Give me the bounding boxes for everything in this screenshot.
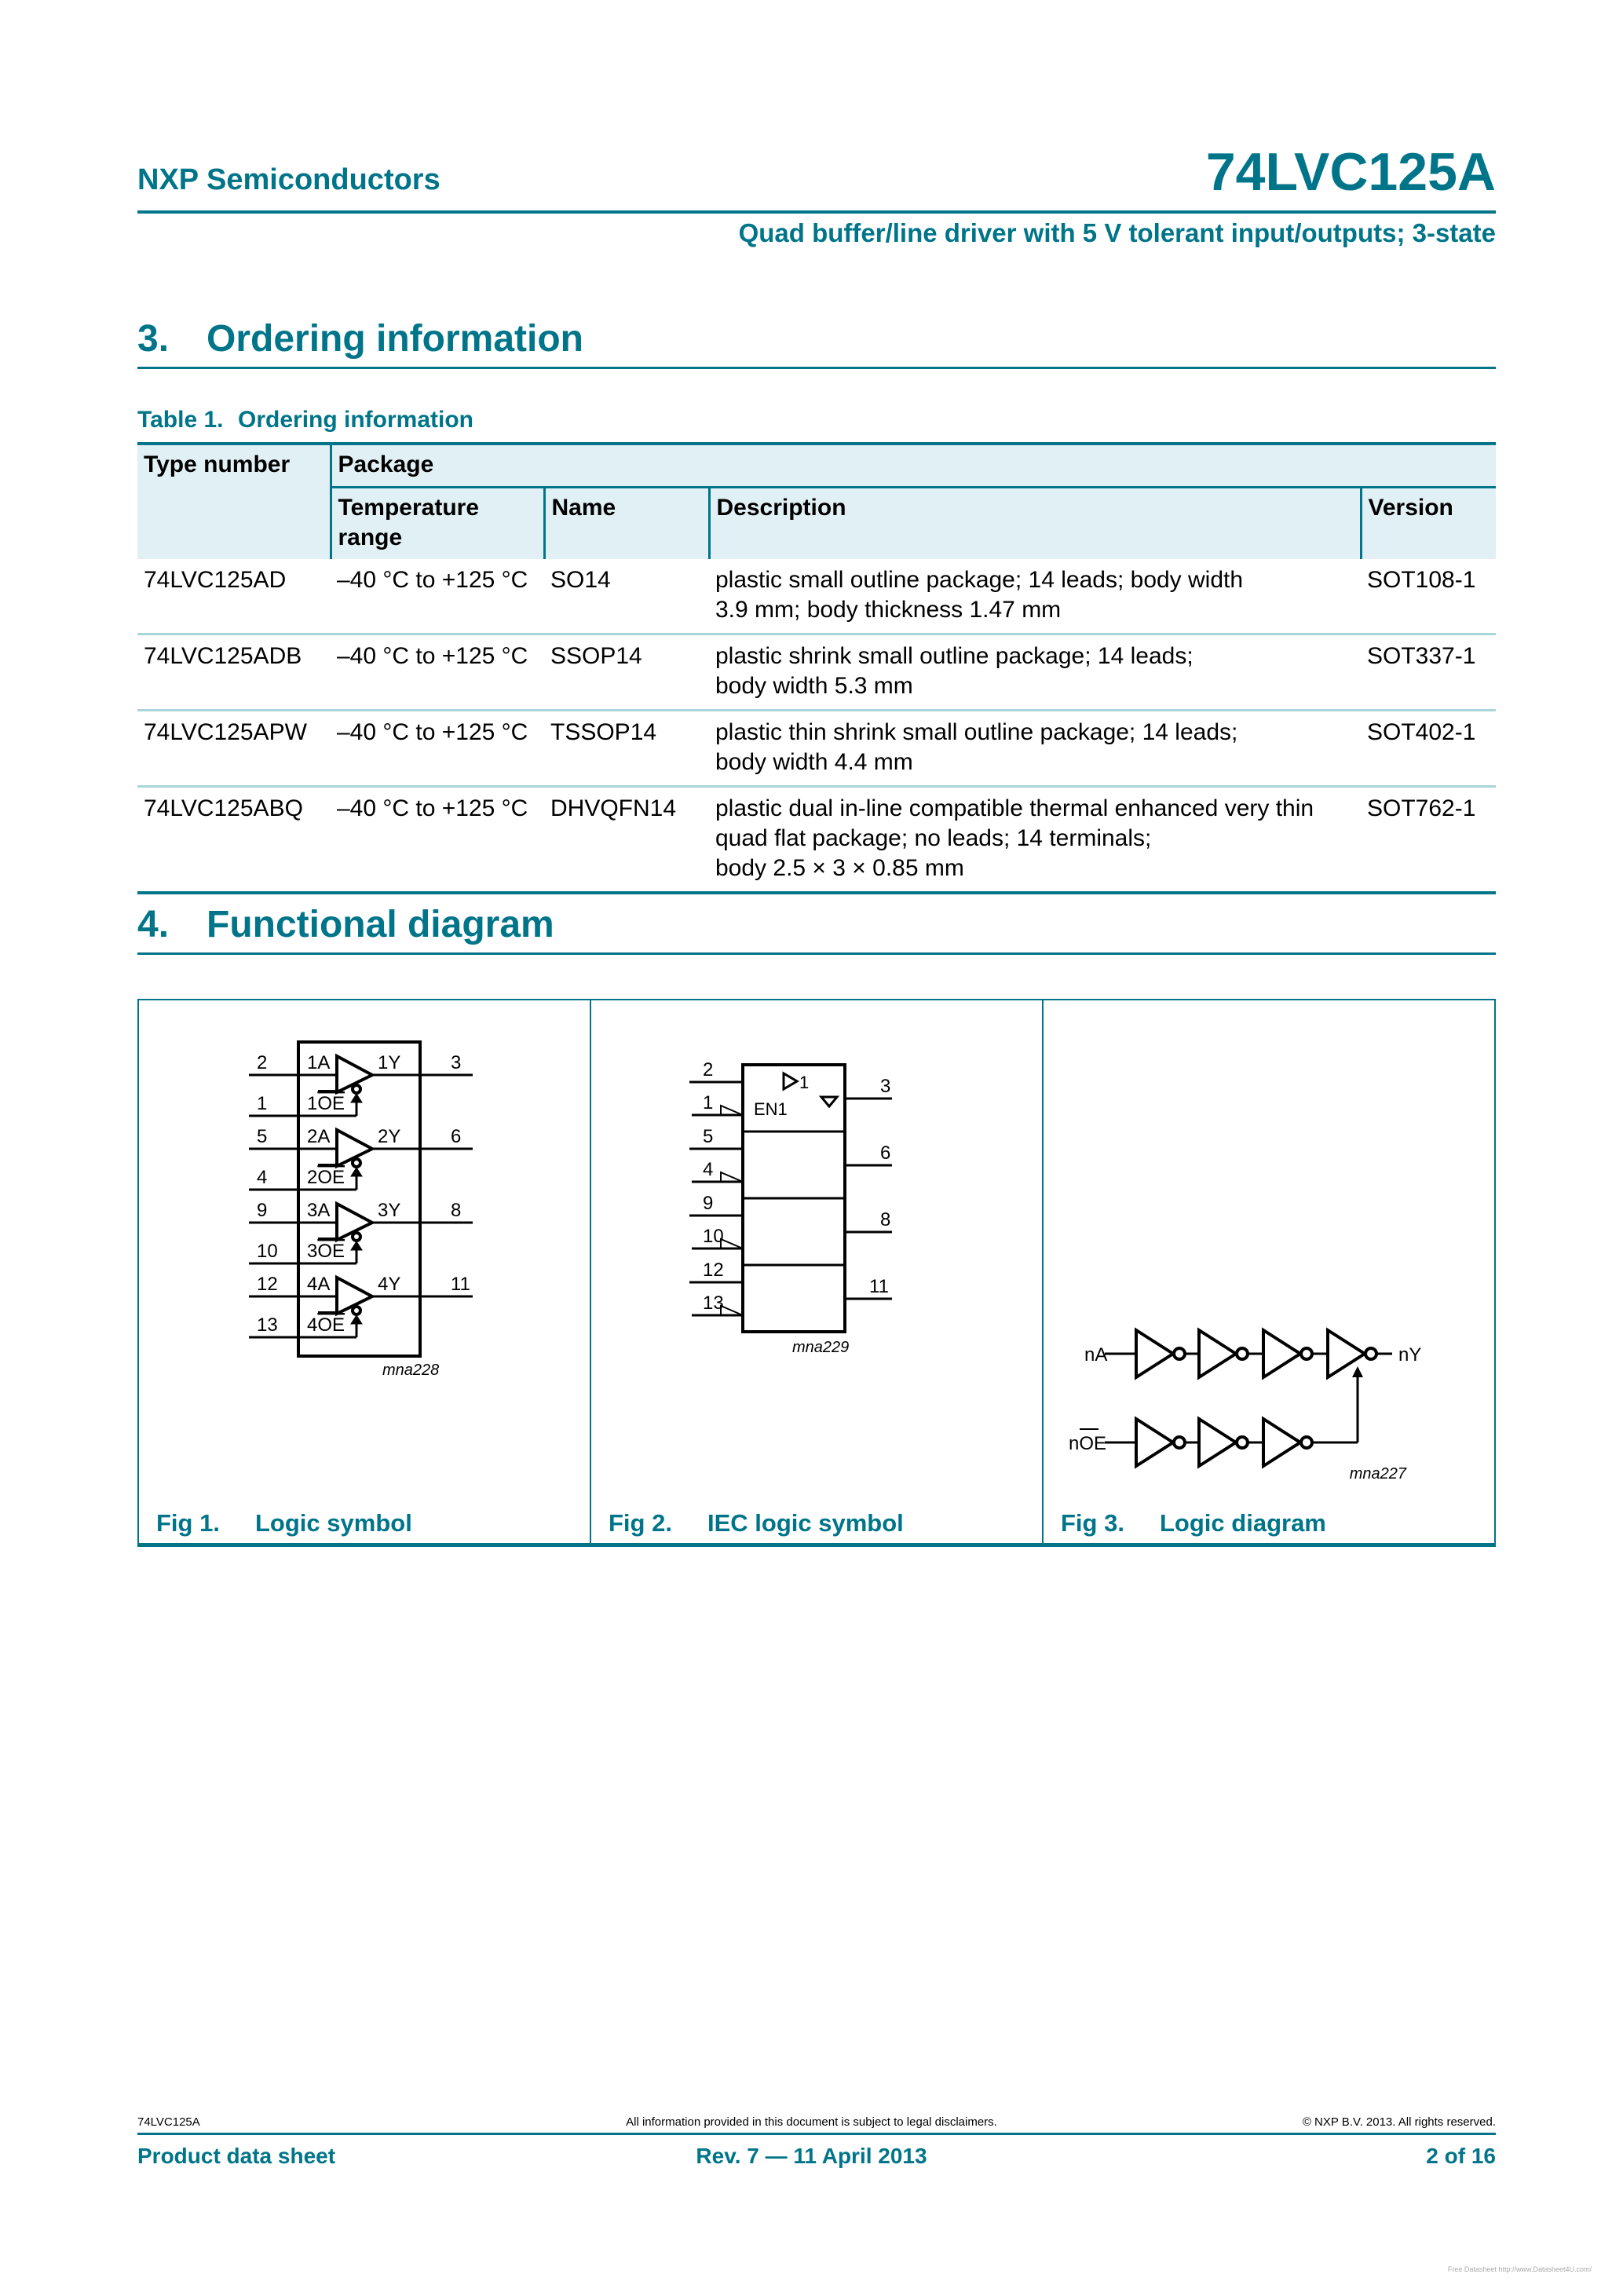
cell-temperature-range: –40 °C to +125 °C	[331, 634, 544, 711]
input-pin-number: 5	[257, 1126, 268, 1147]
enable-arrow-icon	[351, 1315, 362, 1324]
footer-doc-type: Product data sheet	[137, 2144, 336, 2168]
three-state-output-icon	[821, 1097, 837, 1106]
figure-caption	[1061, 1509, 1326, 1537]
figure-iec-logic-symbol	[590, 1000, 1042, 1543]
output-pin-number: 3	[880, 1076, 891, 1097]
cell-type-number: 74LVC125ADB	[137, 634, 331, 711]
output-label: 1Y	[378, 1052, 401, 1073]
description-line: quad flat package; no leads; 14 terminals;	[715, 825, 1152, 851]
output-pin-number: 11	[869, 1276, 889, 1297]
section-heading-ordering	[137, 317, 583, 360]
enable-label	[307, 1241, 345, 1262]
negation-indicator-icon	[721, 1306, 743, 1315]
inverter-gate-icon	[1263, 1419, 1300, 1466]
output-pin-number: 6	[880, 1143, 891, 1164]
cell-description	[709, 559, 1361, 634]
inverter-gate-icon	[1199, 1330, 1236, 1377]
description-line: body 2.5 × 3 × 0.85 mm	[715, 855, 964, 881]
enable-input-label	[1069, 1433, 1106, 1454]
cell-type-number: 74LVC125APW	[137, 711, 331, 787]
enable-prefix: n	[1069, 1433, 1080, 1454]
cell-version: SOT108-1	[1367, 567, 1476, 593]
output-label: 2Y	[378, 1126, 401, 1147]
section-heading-functional	[137, 903, 554, 946]
figure-code: mna228	[382, 1362, 440, 1379]
cell-description	[709, 634, 1361, 711]
cell-package-name: TSSOP14	[544, 711, 709, 787]
enable-pin-number: 10	[257, 1241, 278, 1262]
table-title: Ordering information	[238, 407, 473, 433]
inversion-bubble-icon	[353, 1233, 360, 1241]
enable-pin-number: 4	[257, 1167, 268, 1188]
figure-number: Fig 3.	[1061, 1509, 1124, 1537]
enable-overbar-text: OE	[317, 1093, 345, 1114]
figure-caption	[609, 1509, 904, 1537]
input-label: 2A	[307, 1126, 331, 1147]
footer-copyright: © NXP B.V. 2013. All rights reserved.	[1302, 2115, 1496, 2129]
section-rule	[137, 367, 1496, 369]
cell-package-name: SSOP14	[544, 634, 709, 711]
header-version: Version	[1361, 488, 1496, 560]
inversion-bubble-icon	[1301, 1437, 1312, 1448]
table-row	[137, 559, 1496, 634]
figure-title: IEC logic symbol	[707, 1509, 904, 1537]
figure-logic-diagram	[1042, 1000, 1494, 1543]
enable-arrow-icon	[351, 1241, 362, 1250]
inverter-gate-icon	[1136, 1419, 1173, 1466]
ordering-table	[137, 442, 1496, 894]
cell-type-number: 74LVC125AD	[144, 567, 287, 593]
enable-overbar-text: OE	[317, 1167, 345, 1188]
inversion-bubble-icon	[1174, 1437, 1185, 1448]
header-type-number: Type number	[137, 444, 331, 559]
enable-label	[307, 1167, 345, 1188]
enable-arrow-icon	[351, 1168, 362, 1176]
figure-number: Fig 1.	[156, 1509, 220, 1537]
logic-gate-diagram	[1044, 1000, 1495, 1503]
buffer-qualifier: 1	[799, 1073, 810, 1092]
figure-number: Fig 2.	[609, 1509, 672, 1537]
enable-pin-number: 1	[257, 1093, 268, 1114]
enable-pin-number: 13	[703, 1292, 724, 1314]
header-rule	[137, 210, 1496, 214]
output-pin-number: 11	[451, 1274, 470, 1295]
table-number: Table 1.	[137, 407, 224, 433]
section-number: 4.	[137, 904, 170, 945]
iec-logic-symbol-diagram	[591, 1000, 1043, 1503]
description-line: plastic dual in-line compatible thermal enhanced very thin	[715, 795, 1314, 821]
description-line: 3.9 mm; body thickness 1.47 mm	[715, 597, 1062, 623]
inversion-bubble-icon	[353, 1085, 360, 1093]
cell-package-name: DHVQFN14	[544, 787, 709, 894]
cell-version: SOT402-1	[1361, 711, 1496, 787]
document-subtitle: Quad buffer/line driver with 5 V tolerant input/outputs; 3-state	[738, 218, 1496, 247]
cell-temperature-range: –40 °C to +125 °C	[331, 787, 544, 894]
enable-label	[307, 1093, 345, 1114]
input-label: 4A	[307, 1274, 331, 1295]
table-row	[137, 711, 1496, 787]
cell-temperature-range: –40 °C to +125 °C	[337, 567, 528, 593]
inverter-gate-icon	[1199, 1419, 1236, 1466]
inversion-bubble-icon	[1237, 1348, 1248, 1359]
section-title: Ordering information	[207, 318, 583, 360]
input-pin-number: 9	[703, 1193, 714, 1214]
footer-rule	[137, 2133, 1496, 2135]
cell-temperature-range: –40 °C to +125 °C	[331, 711, 544, 787]
logic-symbol-diagram	[139, 1000, 590, 1503]
output-pin-number: 3	[451, 1052, 462, 1073]
input-pin-number: 2	[703, 1059, 714, 1080]
figures-panel	[137, 999, 1496, 1547]
table-row	[137, 634, 1496, 711]
output-label: 3Y	[378, 1200, 401, 1221]
output-label: nY	[1398, 1344, 1422, 1366]
cell-version: SOT762-1	[1361, 787, 1496, 894]
negation-indicator-icon	[721, 1106, 743, 1115]
footer-revision: Rev. 7 — 11 April 2013	[696, 2144, 927, 2168]
enable-prefix: 4	[307, 1314, 318, 1336]
enable-prefix: 3	[307, 1241, 318, 1262]
enable-prefix: 1	[307, 1093, 318, 1114]
inverter-gate-icon	[1136, 1330, 1173, 1377]
input-label: nA	[1084, 1344, 1108, 1366]
footer-doc-id: 74LVC125A	[137, 2115, 200, 2129]
figure-code: mna227	[1349, 1465, 1406, 1483]
input-pin-number: 5	[703, 1126, 714, 1147]
figure-title: Logic diagram	[1160, 1509, 1326, 1537]
enable-pin-number: 13	[257, 1314, 278, 1336]
description-line: body width 5.3 mm	[715, 673, 913, 699]
description-line: plastic thin shrink small outline package; 14 leads;	[715, 719, 1238, 745]
header-name: Name	[544, 488, 709, 560]
output-label: 4Y	[378, 1274, 401, 1295]
footer-disclaimer: All information provided in this document is subject to legal disclaimers.	[626, 2115, 997, 2129]
cell-type-number: 74LVC125ABQ	[137, 787, 331, 894]
inversion-bubble-icon	[1237, 1437, 1248, 1448]
input-pin-number: 12	[257, 1274, 278, 1295]
figure-caption	[156, 1509, 412, 1537]
company-name: NXP Semiconductors	[137, 163, 440, 196]
inversion-bubble-icon	[1365, 1348, 1376, 1359]
table-row	[137, 787, 1496, 894]
header-package: Package	[331, 444, 1496, 488]
buffer-qualifier-icon	[784, 1073, 797, 1089]
enable-arrow-icon	[1352, 1366, 1363, 1377]
part-number: 74LVC125A	[1205, 142, 1496, 202]
section-title: Functional diagram	[207, 904, 554, 945]
output-pin-number: 8	[880, 1209, 891, 1230]
description-line: plastic shrink small outline package; 14 leads;	[715, 643, 1193, 669]
figure-title: Logic symbol	[255, 1509, 412, 1537]
figure-code: mna229	[792, 1339, 850, 1356]
header-description: Description	[709, 488, 1361, 560]
inversion-bubble-icon	[353, 1159, 360, 1167]
output-pin-number: 6	[451, 1126, 462, 1147]
footer-page-number: 2 of 16	[1426, 2144, 1496, 2168]
input-label: 3A	[307, 1200, 331, 1221]
description-line: plastic small outline package; 14 leads; body width	[715, 567, 1244, 593]
enable-pin-number: 4	[703, 1159, 714, 1180]
enable-prefix: 2	[307, 1167, 318, 1188]
enable-overbar-text: OE	[1079, 1433, 1107, 1454]
input-pin-number: 9	[257, 1200, 268, 1221]
input-label: 1A	[307, 1052, 331, 1073]
cell-description	[709, 787, 1361, 894]
figure-logic-symbol	[139, 1000, 590, 1543]
enable-pin-number: 1	[703, 1092, 714, 1113]
header-temperature-range: Temperature range	[331, 488, 544, 560]
output-pin-number: 8	[451, 1200, 462, 1221]
input-pin-number: 2	[257, 1052, 268, 1073]
cell-package-name: SO14	[550, 567, 611, 593]
enable-arrow-icon	[351, 1094, 362, 1102]
inverter-gate-icon	[1263, 1330, 1300, 1377]
description-line: body width 4.4 mm	[715, 749, 913, 775]
enable-pin-number: 10	[703, 1226, 724, 1247]
negation-indicator-icon	[721, 1239, 743, 1249]
enable-overbar-text: OE	[317, 1314, 345, 1336]
input-pin-number: 12	[703, 1260, 724, 1281]
table-caption	[137, 407, 473, 433]
enable-label: EN1	[754, 1099, 788, 1119]
cell-description	[709, 711, 1361, 787]
inversion-bubble-icon	[353, 1307, 360, 1314]
negation-indicator-icon	[721, 1172, 743, 1182]
section-rule	[137, 952, 1496, 955]
inversion-bubble-icon	[1174, 1348, 1185, 1359]
enable-label	[307, 1314, 345, 1336]
cell-version: SOT337-1	[1361, 634, 1496, 711]
section-number: 3.	[137, 318, 170, 360]
watermark: Free Datasheet http://www.Datasheet4U.com/	[1447, 2265, 1592, 2273]
inversion-bubble-icon	[1301, 1348, 1312, 1359]
enable-overbar-text: OE	[317, 1241, 345, 1262]
